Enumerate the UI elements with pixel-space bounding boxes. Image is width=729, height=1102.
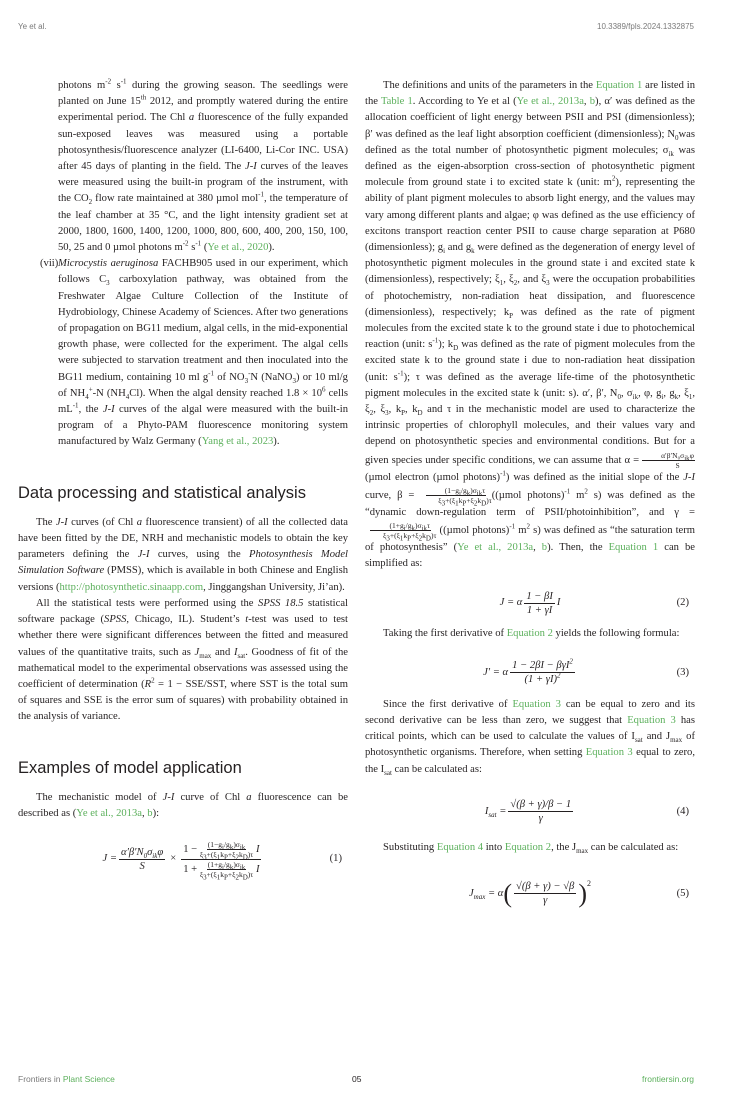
equation-ref-link[interactable]: Equation 1	[608, 542, 659, 554]
equation-ref-link[interactable]: Equation 2	[504, 841, 552, 853]
equation-2: J = α $\frac{1 - \beta I}{1 + \gamma I}$ I (2)	[499, 590, 689, 616]
paragraph-first-derivative: Taking the first derivative of Equation 2 yields the following formula:	[383, 628, 680, 640]
footer-page-number: 05	[352, 1074, 362, 1084]
list-marker: (vii)	[40, 258, 59, 270]
running-header-authors: Ye et al.	[18, 22, 47, 31]
citation-link[interactable]: Ye et al., 2020	[207, 242, 269, 254]
citation-link[interactable]: Ye et al., 2013a	[76, 807, 142, 819]
paragraph-mechanistic-model: The mechanistic model of J-I curve of Chl a fluorescence can be described as (Ye et al., 2013a, b):	[18, 791, 348, 819]
equation-1-number: (1)	[329, 853, 342, 865]
equation-1-light-term: 1 − $(1-g_i/g_k)\sigma_{ik}$ $\xi_3+(\xi_1k_P+\xi_2k_D)\tau$ I 1 + $(1+g_i/g_k)\sigma_{ik}$ $\xi_3+(\xi_1k_P+\xi_2k_D)\tau$ I	[183, 839, 260, 882]
equation-ref-link[interactable]: Equation 4	[436, 841, 484, 853]
citation-link[interactable]: Ye et al., 2013a	[516, 96, 584, 108]
equation-4-number: (4)	[676, 805, 689, 817]
footer-journal: Frontiers in Plant Science	[18, 1074, 115, 1084]
equation-ref-link[interactable]: Equation 1	[595, 80, 643, 91]
equation-1-prefactor: $\frac{\alpha'\beta'N_0\sigma_{ik}\varphi}{S}$	[121, 846, 164, 872]
citation-link[interactable]: b	[589, 96, 596, 108]
paragraph-critical-points: Since the first derivative of Equation 3 can be equal to zero and its second derivative can be less than zero, we suggest that Equation 3 has critical points, which can be used to calculate the values of $I_{sat}$ and $J_{max}$ of photosynthetic organisms. Therefore, when setting Equation 3 equal to zero, the $I_{sat}$ can be calculated as:	[365, 698, 696, 777]
software-url-link[interactable]: http://photosynthetic.sinaapp.com	[59, 581, 204, 593]
equation-5: $J_{max} = \alpha$ ( $\frac{√(\beta + \gamma) - √\beta}{\gamma}$ ) $^2$ (5)	[468, 878, 689, 908]
citation-link[interactable]: Yang et al., 2023	[201, 436, 274, 448]
paragraph-data-processing: The J-I curves (of Chl a fluorescence transient) of all the collected data have been fitted by the DE, NRH and mechanistic models to obtain the key parameters defining the J-I curves, using the Photosynthesis Model Simulation Software (PMSS), which is available in both Chinese and English versions (http://photosynthetic.sinaapp.com, Jinggangshan University, Ji’an).	[18, 516, 348, 593]
equation-2-number: (2)	[676, 597, 689, 609]
section-heading-model-application: Examples of model application	[18, 758, 242, 777]
equation-5-number: (5)	[676, 887, 689, 899]
paragraph-vii: (vii) Microcystis aeruginosa FACHB905 used in our experiment, which follows $C_3$ carboxylation pathway, was obtained from the Freshwater Algae Culture Collection of the Institute of Hydrobiology, Chinese Academy of Sciences. After two generations of propagation on BG11 medium, algal cells, in the mid-exponential growth phase, were collected for the experiment. The algal cells were subjected to starvation treatment and then inoculated into the BG11 medium, containing 10 ml $g^{-1}$ of $NO_3^-N$ (NaNO$_3$) or 10 ml/g of $NH_4^+-N$ $(NH_4Cl)$. When the algal density reached $1.8 \times 10^6$ cells $mL^{-1}$, the J-I curves of the algal were measured with the built-in program of a Phyto-PAM fluorescence monitoring system manufactured by Walz Germany (Yang et al., 2023).	[40, 258, 349, 448]
paragraph-substitution: Substituting Equation 4 into Equation 2, the $J_{max}$ can be calculated as:	[383, 841, 679, 855]
citation-link[interactable]: b	[541, 542, 548, 554]
alpha-fraction: $\alpha'\beta'N_0\sigma_{ik}\varphi$ S	[642, 451, 695, 470]
equation-4: $I_{sat}$ = $\frac{√(\beta + \gamma)/\beta - 1}{\gamma}$ (4)	[484, 799, 689, 825]
gamma-fraction: $(1+g_i/g_k)\sigma_{ik}\tau$ $\xi_3+(\xi_1k_P+\xi_2k_D)\tau$	[365, 521, 436, 540]
equation-1: J = $\frac{\alpha'\beta'N_0\sigma_{ik}\varphi}{S}$ × 1 − $(1-g_i/g_k)\sigma_{ik}$ $\xi_3+(\xi_1k_P+\xi_2k_D)\tau$ I 1 + $(1+g_i/g_k)\sigma_{ik}$ $\xi_3+(\xi_1k_P+\xi_2k_D)\tau$ I (1)	[102, 839, 342, 882]
equation-ref-link[interactable]: Equation 3	[512, 698, 561, 710]
paragraph-statistics: All the statistical tests were performed using the SPSS 18.5 statistical software package (SPSS, Chicago, IL). Student’s t-test was used to test whether there were significant differences between the fitted and measured values of the quantitative traits, such as $J_{max}$ and $I_{sat}$. Goodness of fit of the mathematical model to the experimental observations was assessed using the coefficient of determination ($R^2 = 1 - SSE/SST$, where SST is the total sum of squares and SSE is the error sum of squares) with probability obtained in the analysis of variance.	[18, 597, 348, 723]
equation-3: J′ = α $\frac{1 - 2\beta I - \beta\gamma I^2}{(1 + \gamma I)^2}$ (3)	[483, 657, 689, 686]
equation-ref-link[interactable]: Equation 2	[506, 628, 553, 640]
table-ref-link[interactable]: Table 1	[380, 96, 413, 108]
footer-site-link[interactable]: frontiersin.org	[642, 1074, 694, 1084]
citation-link[interactable]: Ye et al., 2013a	[457, 542, 534, 554]
right-column	[365, 78, 695, 922]
left-column	[18, 78, 348, 888]
equation-3-number: (3)	[676, 666, 689, 678]
equation-ref-link[interactable]: Equation 3	[585, 747, 633, 759]
paragraph-vi-continuation: photons $m^{-2}$ $s^{-1}$ during the growing season. The seedlings were planted on June 15th 2012, and promptly watered during the entire experimental period. The Chl a fluorescence of the fully expanded sun-exposed leaves was measured using a portable photosynthesis/fluorescence analyzer (LI-6400, Li-Cor INC. USA) after 45 days of planting in the field. The J-I curves of the leaves were measured using the built-in program of the instrument, with the $CO_2$ flow rate maintained at 380 µmol mol$^{-1}$, the temperature of the leaf chamber at 35 °C, and the light intensity gradient set at 2000, 1800, 1600, 1400, 1200, 1000, 800, 600, 400, 200, 150, 100, 50, 25 and 0 µmol photons $m^{-2}$ $s^{-1}$ (Ye et al., 2020).	[58, 77, 349, 254]
section-heading-data-processing: Data processing and statistical analysis	[18, 483, 306, 502]
beta-fraction: $(1-g_i/g_k)\sigma_{ik}\tau$ $\xi_3+(\xi_1k_P+\xi_2k_D)\tau$	[420, 486, 491, 505]
equation-ref-link[interactable]: Equation 3	[627, 714, 676, 726]
citation-link[interactable]: b	[147, 807, 153, 819]
running-header-doi: 10.3389/fpls.2024.1332875	[597, 22, 694, 31]
paragraph-parameter-definitions: The definitions and units of the parameters in the Equation 1 are listed in the Table 1. According to Ye et al (Ye et al., 2013a, b), α′ was defined as the allocation coefficient of light energy between PSII and PSI (dimensionless); β′ was defined as the leaf light absorption coefficient (dimensionless); $N_0was$ defined as the total number of photosynthetic pigment molecules; $\sigma_{ik}$ was defined as the eigen-absorption cross-section of photosynthetic pigment molecule from ground state i to excited state k (unit: $m^2$), representing the ability of plant pigment molecules to absorb light energy, and the values may vary among different plants and algae; φ was defined as the use efficiency of excitons transport reaction center PSII to cause charge separation at P680 (dimensionless); $g_i$ and $g_k$ were defined as the degeneration of energy level of photosynthetic pigment molecules in the ground state i and excited state k (dimensionless), respectively; $\xi_1$, $\xi_2$, and $\xi_3$ were the occupation probabilities of photochemistry, non-radiation heat dissipation, and fluorescence (dimensionless), respectively; $k_P$ was defined as the rate of pigment molecules from the excited state k to the ground state i due to photochemical reaction (unit: $s^{-1}$); $k_D$ was defined as the rate of pigment molecules from the excited state k to the ground state i due to non-radiation heat dissipation (unit: $s^{-1}$); τ was defined as the average life-time of the photosynthetic pigment molecules in the excited state k (unit: s). α′, β′, $N_0$, $\sigma_{ik}$, φ, $g_i$, $g_k$, $\xi_1$, $\xi_2$, $\xi_3$, $k_P$, $k_D$ and τ in the mechanistic model are used to characterize the intrinsic properties of chlorophyll molecules, and their values vary and depend on photosynthetic species and environmental conditions. But for a given species under specific conditions, we can assume that α = $\alpha'\beta'N_0\sigma_{ik}\varphi$ S (µmol electron (µmol photons)$^{-1}$) was defined as the initial slope of the J-I curve, β = $(1-g_i/g_k)\sigma_{ik}\tau$ $\xi_3+(\xi_1k_P+\xi_2k_D)\tau$ ((µmol photons)$^{-1}$ $m^2$ s) was defined as the “dynamic down-regulation term of PSII/photoinhibition”, and γ = $(1+g_i/g_k)\sigma_{ik}\tau$ $\xi_3+(\xi_1k_P+\xi_2k_D)\tau$ ((µmol photons)$^{-1}$ $m^2$ s) was defined as “the saturation term of photosynthesis” (Ye et al., 2013a, b). Then, the Equation 1 can be simplified as:	[365, 80, 696, 570]
